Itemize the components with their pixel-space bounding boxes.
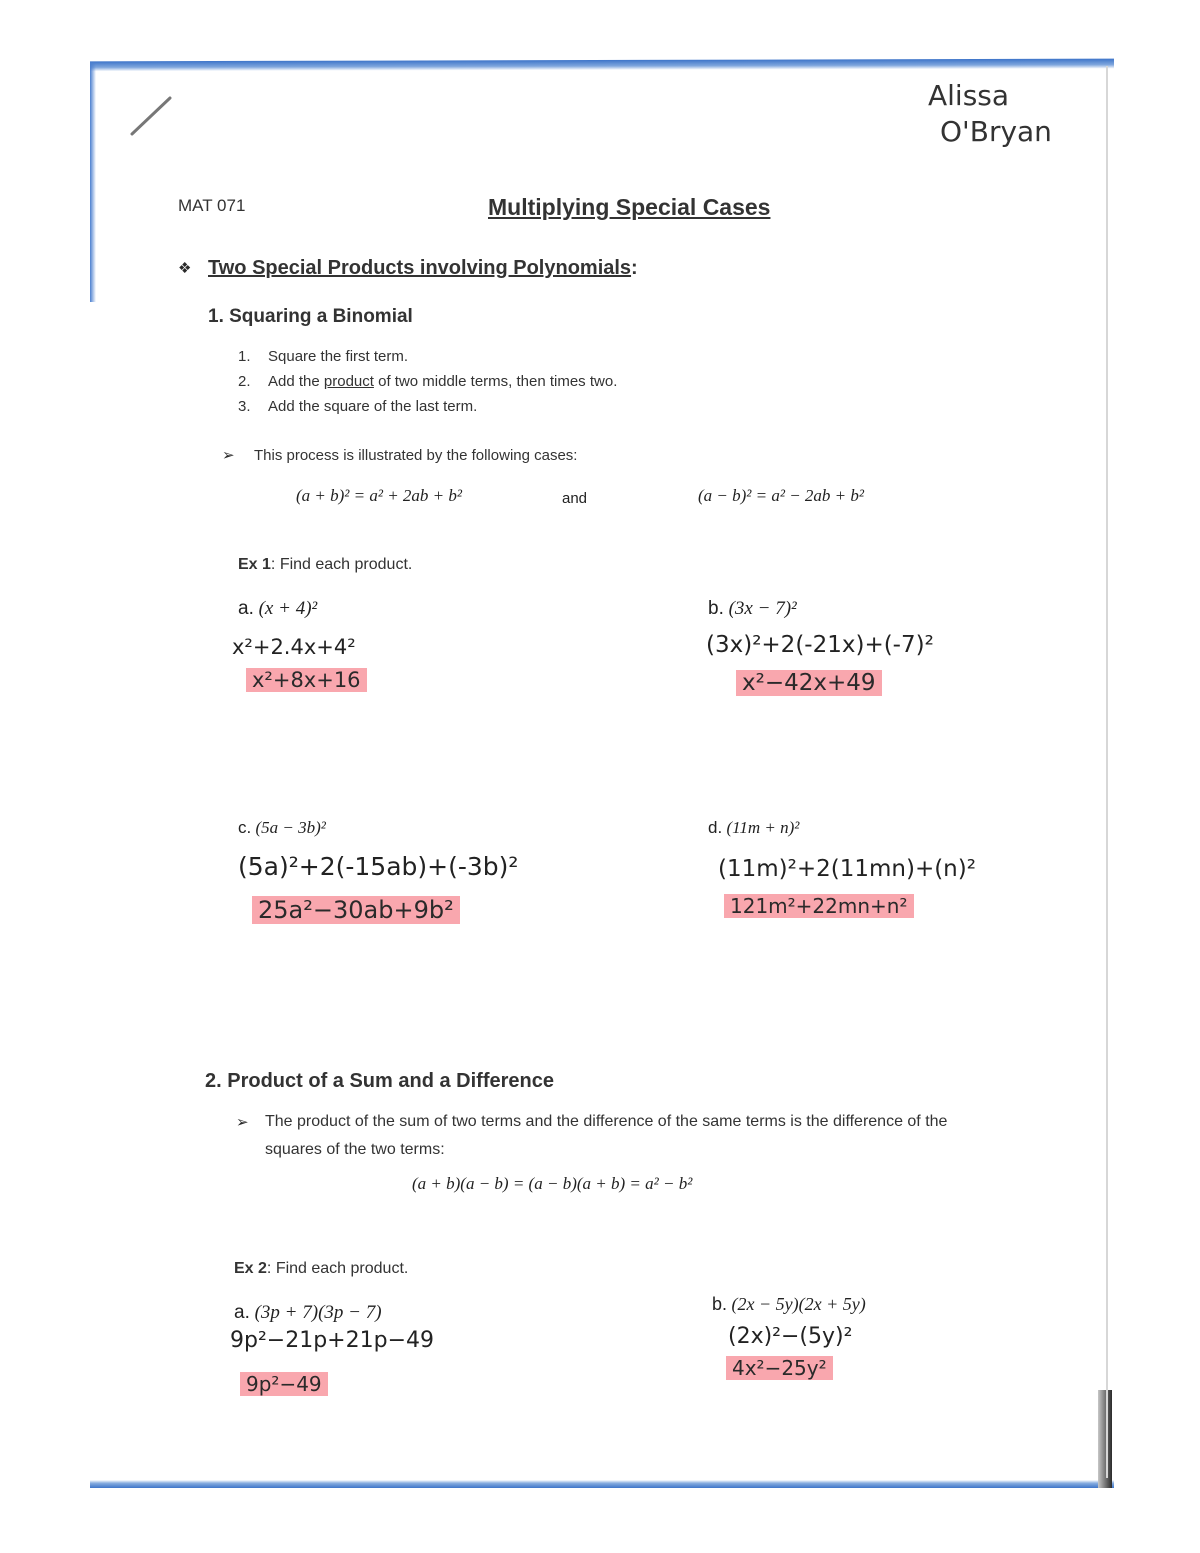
ex1-label-bold: Ex 1 bbox=[238, 556, 271, 573]
ex1d-work: (11m)²+2(11mn)+(n)² bbox=[718, 856, 976, 882]
pen-stroke-mark bbox=[128, 92, 176, 138]
problem-expression: (3p + 7)(3p − 7) bbox=[254, 1302, 382, 1323]
ex1-label bbox=[238, 556, 412, 574]
ex1a-problem bbox=[238, 598, 317, 620]
sheet-edge bbox=[1106, 66, 1108, 1478]
section-bullet-icon: ❖ bbox=[178, 260, 192, 277]
steps-list bbox=[238, 344, 617, 419]
ex1c-work: (5a)²+2(-15ab)+(-3b)² bbox=[238, 852, 519, 881]
ex1c-answer-highlight: 25a²−30ab+9b² bbox=[252, 896, 460, 924]
ex1a-work: x²+2.4x+4² bbox=[232, 635, 356, 659]
problem-expression: (3x − 7)² bbox=[728, 598, 797, 619]
ex2b-answer-highlight: 4x²−25y² bbox=[726, 1356, 833, 1380]
step-text: Add the bbox=[268, 373, 324, 390]
problem-letter: b. bbox=[712, 1294, 728, 1314]
section-heading bbox=[208, 257, 638, 280]
ex1b-answer-highlight: x²−42x+49 bbox=[736, 670, 882, 696]
part2-intro: The product of the sum of two terms and the difference of the same terms is the difference of the squares of the two terms: bbox=[265, 1113, 948, 1158]
arrow-bullet-icon: ➢ bbox=[222, 447, 235, 464]
ex2b-problem bbox=[712, 1294, 866, 1315]
step-text: Add the square of the last term. bbox=[268, 398, 478, 415]
problem-letter: a. bbox=[234, 1302, 250, 1323]
problem-letter: a. bbox=[238, 598, 254, 619]
problem-expression: (11m + n)² bbox=[726, 818, 800, 837]
page-title: Multiplying Special Cases bbox=[488, 194, 771, 220]
ex1c-problem bbox=[238, 818, 326, 838]
ex1d-problem bbox=[708, 818, 799, 838]
formula-difference-of-squares: (a + b)(a − b) = (a − b)(a + b) = a² − b² bbox=[412, 1174, 693, 1193]
problem-expression: (x + 4)² bbox=[258, 598, 318, 619]
course-code: MAT 071 bbox=[178, 196, 246, 215]
arrow-bullet-icon: ➢ bbox=[236, 1114, 249, 1131]
scan-edge-left bbox=[90, 62, 96, 302]
part1-heading: 1. Squaring a Binomial bbox=[208, 306, 413, 327]
problem-letter: b. bbox=[708, 598, 724, 619]
ex2-label-bold: Ex 2 bbox=[234, 1260, 267, 1277]
ex2-label-text: : Find each product. bbox=[266, 1260, 409, 1277]
problem-expression: (2x − 5y)(2x + 5y) bbox=[731, 1294, 866, 1314]
step-text-underlined: product bbox=[323, 373, 374, 390]
ex2a-problem bbox=[234, 1302, 382, 1324]
student-last-name: O'Bryan bbox=[940, 115, 1052, 148]
section-heading-text: Two Special Products involving Polynomials bbox=[208, 257, 632, 279]
step-number: 3. bbox=[238, 398, 251, 415]
ex1d-answer-highlight: 121m²+22mn+n² bbox=[724, 894, 914, 918]
formula-connector: and bbox=[562, 490, 588, 507]
part2-heading: 2. Product of a Sum and a Difference bbox=[205, 1070, 554, 1092]
step-item bbox=[238, 344, 617, 369]
step-item bbox=[238, 369, 617, 394]
scan-edge-bottom bbox=[90, 1480, 1114, 1488]
step-item bbox=[238, 394, 617, 419]
problem-letter: d. bbox=[708, 818, 723, 837]
student-first-name: Alissa bbox=[928, 79, 1010, 112]
ex1-label-text: : Find each product. bbox=[270, 556, 413, 573]
problem-letter: c. bbox=[238, 818, 252, 837]
problem-expression: (5a − 3b)² bbox=[255, 818, 326, 837]
step-text: of two middle terms, then times two. bbox=[373, 373, 618, 390]
scan-edge-top bbox=[90, 59, 1114, 72]
step-number: 2. bbox=[238, 373, 251, 390]
ex1a-answer-highlight: x²+8x+16 bbox=[246, 668, 367, 692]
formula-square-difference: (a − b)² = a² − 2ab + b² bbox=[698, 486, 864, 505]
ex2a-work: 9p²−21p+21p−49 bbox=[230, 1328, 434, 1353]
ex2-label bbox=[234, 1260, 408, 1278]
formula-square-sum: (a + b)² = a² + 2ab + b² bbox=[296, 486, 462, 505]
ex2b-work: (2x)²−(5y)² bbox=[728, 1324, 853, 1349]
part1-intro: This process is illustrated by the following cases: bbox=[254, 447, 578, 464]
ex1b-problem bbox=[708, 598, 797, 620]
section-heading-colon: : bbox=[631, 257, 638, 279]
ex2a-answer-highlight: 9p²−49 bbox=[240, 1372, 328, 1396]
step-number: 1. bbox=[238, 348, 251, 365]
ex1b-work: (3x)²+2(-21x)+(-7)² bbox=[706, 632, 934, 658]
scan-edge-corner bbox=[1098, 1390, 1112, 1488]
step-text: Square the first term. bbox=[268, 348, 409, 365]
student-name bbox=[928, 78, 1052, 150]
